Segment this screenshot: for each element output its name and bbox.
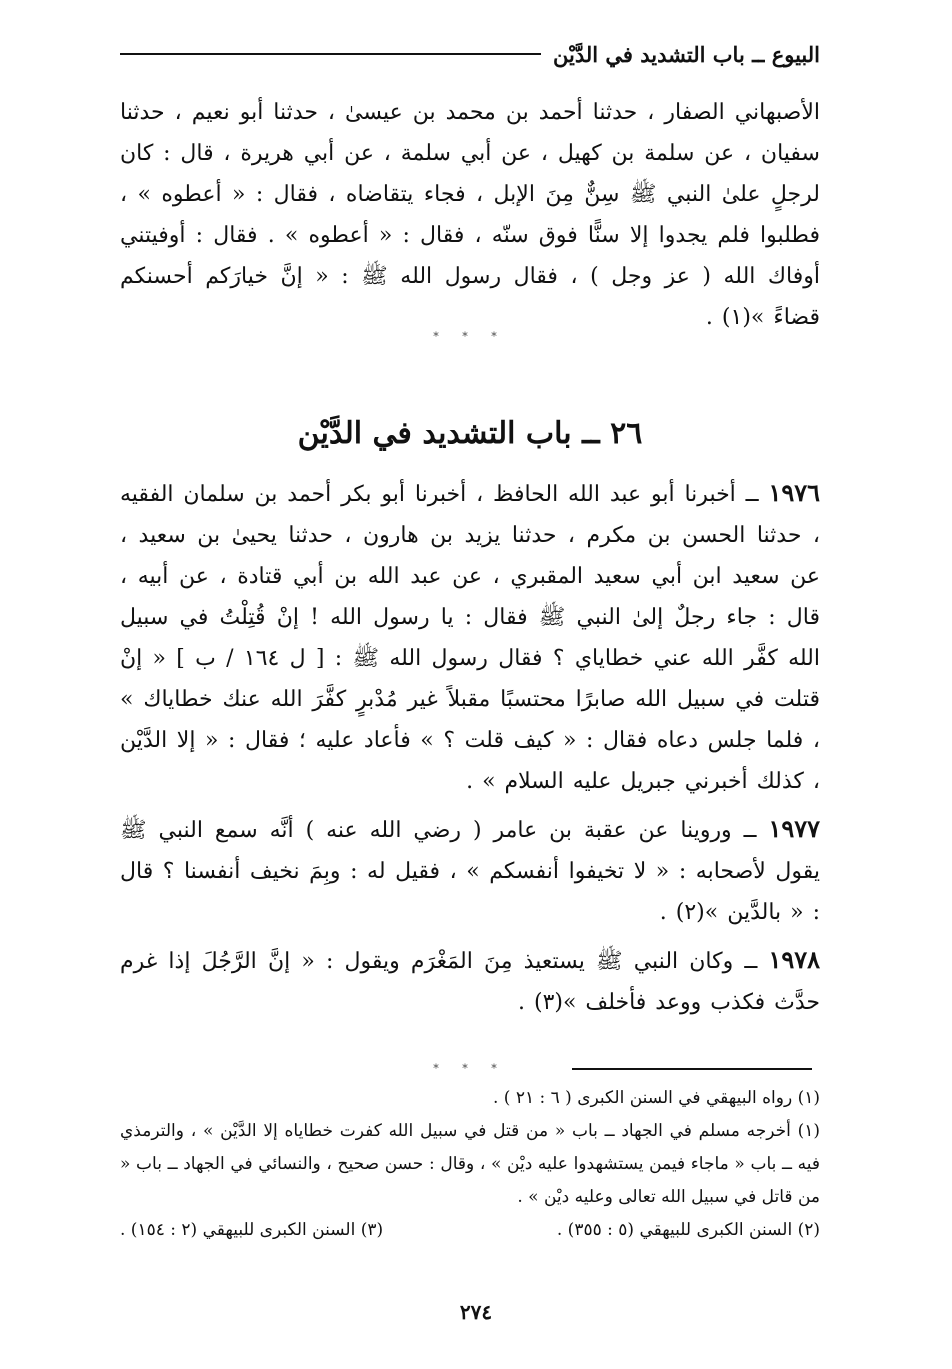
footnote-0: (١) رواه البيهقي في السنن الكبرى ( ٦ : ٢١ ) .	[492, 1088, 820, 1108]
hadith-text: ــ أخبرنا أبو عبد الله الحافظ ، أخبرنا أبو بكر أحمد بن سلمان الفقيه ، حدثنا الحسن بن مكرم ، حدثنا يزيد بن هارون ، حدثنا يحيىٰ بن سعيد ، عن سعيد ابن أبي سعيد المقبري ، عن عبد الله بن أبي قتادة ، عن أبيه ، قال : جاء رجلٌ إلىٰ النبي ﷺ فقال : يا رسول الله ! إنْ قُتِلْتُ في سبيل الله كفَّر الله عني خطاياي ؟ فقال رسول الله ﷺ : [ ل ١٦٤ / ب ] « إنْ قتلت في سبيل الله صابرًا محتسبًا مقبلاً غير مُدْبرٍ كفَّرَ الله عنك خطاياك » ، فلما جلس دعاه فقال : « كيف قلت ؟ » فأعاد عليه ؛ فقال : « إلا الدَّيْن ، كذلك أخبرني جبريل عليه السلام » .	[120, 482, 820, 794]
footnote-3: (٣) السنن الكبرى للبيهقي (٢ : ١٥٤) .	[120, 1220, 384, 1240]
footnote-2: (٢) السنن الكبرى للبيهقي (٥ : ٣٥٥) .	[556, 1220, 820, 1240]
chapter-title: ٢٦ ــ باب التشديد في الدَّيْن	[297, 416, 643, 451]
hadith-1978	[120, 939, 820, 1023]
hadith-number: ١٩٧٧	[768, 814, 820, 843]
header-rule	[120, 53, 541, 55]
section-separator-top: * * *	[433, 330, 507, 343]
footnote-row	[120, 1214, 820, 1247]
footnote-rule	[572, 1068, 812, 1070]
section-separator-bottom: * * *	[433, 1062, 507, 1075]
hadith-text: ــ وكان النبي ﷺ يستعيذ مِنَ المَغْرَم ويقول : « إنَّ الرَّجُلَ إذا غرم حدَّث فكذب ووعد فأخلف »(٣) .	[120, 949, 820, 1015]
running-title: البيوع ــ باب التشديد في الدَّيْن	[553, 41, 820, 67]
hadith-list	[120, 472, 820, 1029]
page-number: ٢٧٤	[459, 1300, 493, 1324]
hadith-1976	[120, 472, 820, 802]
hadith-number: ١٩٧٦	[768, 478, 820, 507]
intro-paragraph-text: الأصبهاني الصفار ، حدثنا أحمد بن محمد بن عيسىٰ ، حدثنا أبو نعيم ، حدثنا سفيان ، عن سلمة بن كهيل ، عن أبي سلمة ، عن أبي هريرة ، قال : كان لرجلٍ علىٰ النبي ﷺ سِنٌّ مِنَ الإبل ، فجاء يتقاضاه ، فقال : « أعطوه » ، فطلبوا فلم يجدوا إلا سنًّا فوق سنّه ، فقال : « أعطوه » . فقال : أوفيتني أوفاك الله ( عز وجل ) ، فقال رسول الله ﷺ : « إنَّ خيارَكم أحسنكم قضاءً »(١) .	[120, 100, 820, 330]
hadith-number: ١٩٧٨	[768, 945, 820, 974]
hadith-1977	[120, 808, 820, 933]
footnotes	[120, 1082, 820, 1247]
intro-paragraph	[120, 92, 820, 344]
hadith-text: ــ وروينا عن عقبة بن عامر ( رضي الله عنه ) أنَّه سمع النبي ﷺ يقول لأصحابه : « لا تخيفوا أنفسكم » ، فقيل له : وبِمَ نخيف أنفسنا ؟ قال : « بالدَّين »(٢) .	[120, 818, 820, 925]
footnote-1: (١) أخرجه مسلم في الجهاد ــ باب « من قتل في سبيل الله كفرت خطاياه إلا الدَّيْن » ، والترمذي فيه ــ باب « ماجاء فيمن يستشهدوا عليه ديْن » ، وقال : حسن صحيح ، والنسائي في الجهاد ــ باب « من قاتل في سبيل الله تعالى وعليه ديْن » .	[120, 1121, 820, 1207]
running-header	[120, 36, 820, 72]
